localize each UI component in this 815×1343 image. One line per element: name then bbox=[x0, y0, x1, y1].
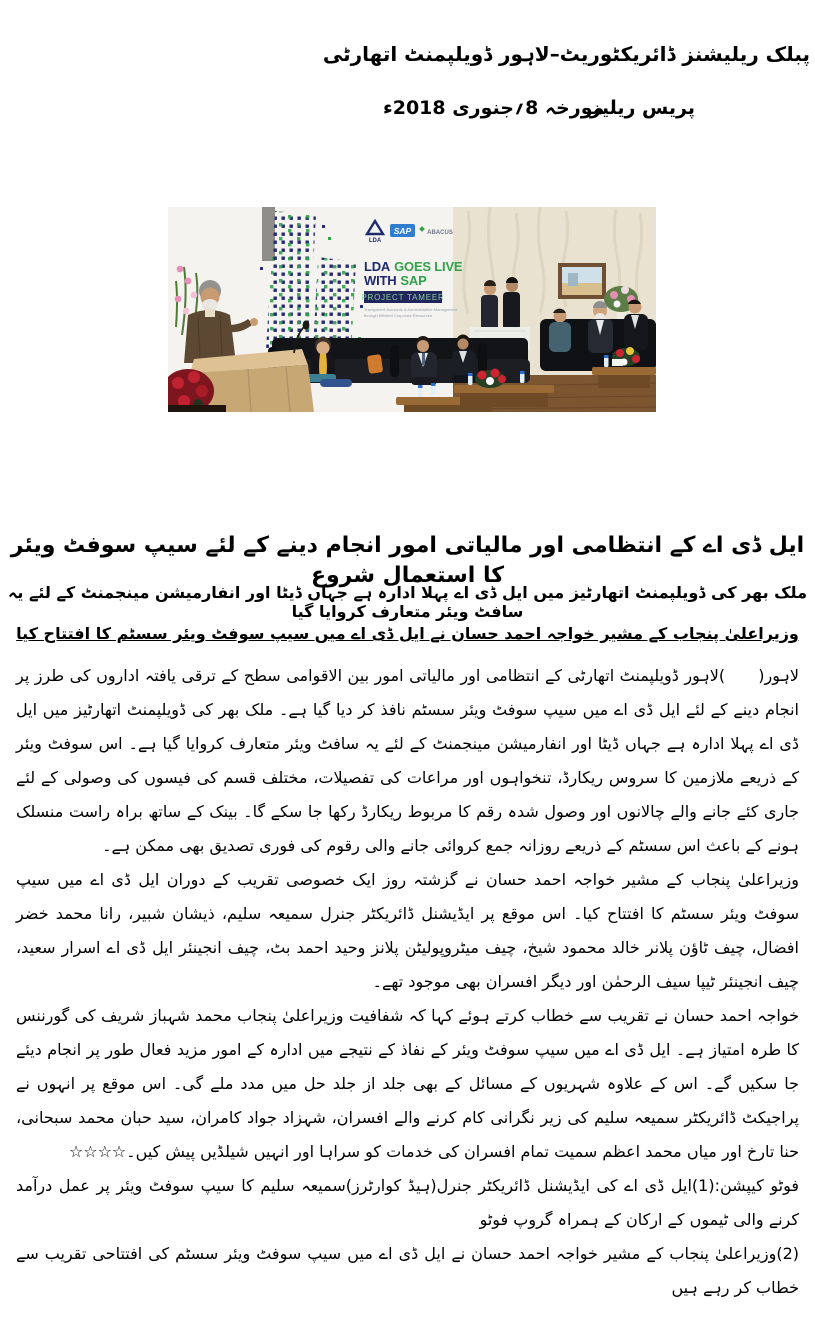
headline-underlined: وزیراعلیٰ پنجاب کے مشیر خواجہ احمد حسان نے ایل ڈی اے میں سیپ سوفٹ ویئر سسٹم کا افتتاح کیا bbox=[16, 624, 799, 643]
headline-sub: ملک بھر کی ڈویلپمنٹ اتھارٹیز میں ایل ڈی اے پہلا ادارہ ہے جہاں ڈیٹا اور انفارمیشن مینجمنٹ کے لئے یہ سافٹ ویئر متعارف کروایا گیا bbox=[8, 583, 807, 621]
wall-picture bbox=[558, 263, 606, 299]
paragraph-1: لاہور( )لاہور ڈویلپمنٹ اتھارٹی کے انتظامی اور مالیاتی امور بین الاقوامی سطح کے ترقی یافتہ اداروں کی طرز پر انجام دینے کے لئے ایل ڈی اے میں سیپ سوفٹ ویئر سسٹم نافذ کر دیا گیا ہے۔ ملک بھر کی ڈویلپمنٹ اتھارٹیز میں ایل ڈی اے پہلا ادارہ ہے جہاں ڈیٹا اور انفارمیشن مینجمنٹ کے لئے یہ سافٹ ویئر متعارف کروایا گیا ہے۔ اس سوفٹ ویئر کے ذریعے ملازمین کا سروس ریکارڈ، تنخواہوں اور مراعات کی تفصیلات، مختلف قسم کی فیسوں کی وصولی کے لئے جاری کئے جانے والے چالانوں اور وصول شدہ رقم کا مربوط ریکارڈ رکھا جا سکے گا۔ بینک کے ساتھ براہ راست منسلک ہونے کے باعث اس سسٹم کے ذریعے روزانہ جمع کروائی جانے والی رقوم کی فوری تصدیق بھی ممکن ہے۔ bbox=[16, 666, 799, 855]
svg-text:PROJECT TAMEER: PROJECT TAMEER bbox=[361, 293, 445, 302]
banner-tagline-1: Transparent Accounts & Administrative Management bbox=[364, 307, 458, 312]
orange-cushion bbox=[367, 354, 383, 374]
lda-logo-text: LDA bbox=[368, 238, 382, 244]
press-release-label: پریس ریلیز bbox=[590, 97, 695, 119]
abacus-logo-text: ABACUS bbox=[427, 230, 453, 236]
paragraph-3: خواجہ احمد حسان نے تقریب سے خطاب کرتے ہوئے کہا کہ شفافیت وزیراعلیٰ پنجاب محمد شہباز شریف کی گورننس کا طرہ امتیاز ہے۔ ایل ڈی اے میں سیپ سوفٹ ویئر کے نفاذ کے نتیجے میں ادارہ کے امور مزید فعال طور پر انجام دیئے جا سکیں گے۔ اس کے علاوہ شہریوں کے مسائل کے بھی جلد از جلد حل میں مدد ملے گی۔ اس موقع پر انہوں نے پراجیکٹ ڈائریکٹر سمیعہ سلیم کی زیر نگرانی کام کرنے والے افسران، شہزاد جواد کامران، سید حبان محمد سبحانی، حنا تارخ اور میاں محمد اعظم سمیت تمام افسران کی خدمات کو سراہا اور انہیں شیلڈیں پیش کیں۔☆☆☆☆ bbox=[16, 1006, 800, 1161]
project-tameer-badge bbox=[361, 291, 444, 303]
headline-main: ایل ڈی اے کے انتظامی اور مالیاتی امور انجام دینے کے لئے سیپ سوفٹ ویئر کا استعمال شروع bbox=[10, 533, 805, 588]
banner-tagline-2: through Efficient Corporate Resources bbox=[364, 313, 432, 318]
org-title: پبلک ریلیشنز ڈائریکٹوریٹ–لاہور ڈویلپمنٹ اتھارٹی bbox=[322, 42, 810, 66]
body-text bbox=[16, 659, 799, 1305]
photo-caption-2: (2)وزیراعلیٰ پنجاب کے مشیر خواجہ احمد حسان نے ایل ڈی اے میں سیپ سوفٹ ویئر سسٹم کی افتتاحی تقریب سے خطاب کر رہے ہیں bbox=[16, 1244, 799, 1297]
date-line: مورخہ 8؍جنوری 2018ء bbox=[383, 97, 605, 119]
paragraph-2: وزیراعلیٰ پنجاب کے مشیر خواجہ احمد حسان نے گزشتہ روز ایک خصوصی تقریب کے دوران ایل ڈی اے میں سیپ سوفٹ ویئر سسٹم کا افتتاح کیا۔ اس موقع پر ایڈیشنل ڈائریکٹر جنرل سمیعہ سلیم، ذیشان شبیر، رانا محمد خضر افضال، چیف ٹاؤن پلانر خالد محمود شیخ، چیف میٹروپولیٹن پلانز وحید احمد بٹ، چیف انجینئر ایل ڈی اے اسرار سعید، چیف انجینئر ٹیپا سیف الرحمٰن اور دیگر افسران بھی موجود تھے۔ bbox=[16, 870, 799, 991]
sap-logo bbox=[390, 224, 415, 237]
event-photo bbox=[168, 207, 656, 412]
photo-caption-1: فوٹو کیپشن:(1)ایل ڈی اے کی ایڈیشنل ڈائریکٹر جنرل(ہیڈ کوارٹرز)سمیعہ سلیم کا سیپ سوفٹ ویئر پر عمل درآمد کرنے والی ٹیموں کے ارکان کے ہمراہ گروپ فوٹو bbox=[16, 1176, 800, 1229]
banner-headline-line1: LDA GOES LIVE bbox=[364, 259, 463, 274]
banner-headline-line2: WITH SAP bbox=[364, 273, 427, 288]
sap-logo-text: SAP bbox=[393, 226, 412, 236]
